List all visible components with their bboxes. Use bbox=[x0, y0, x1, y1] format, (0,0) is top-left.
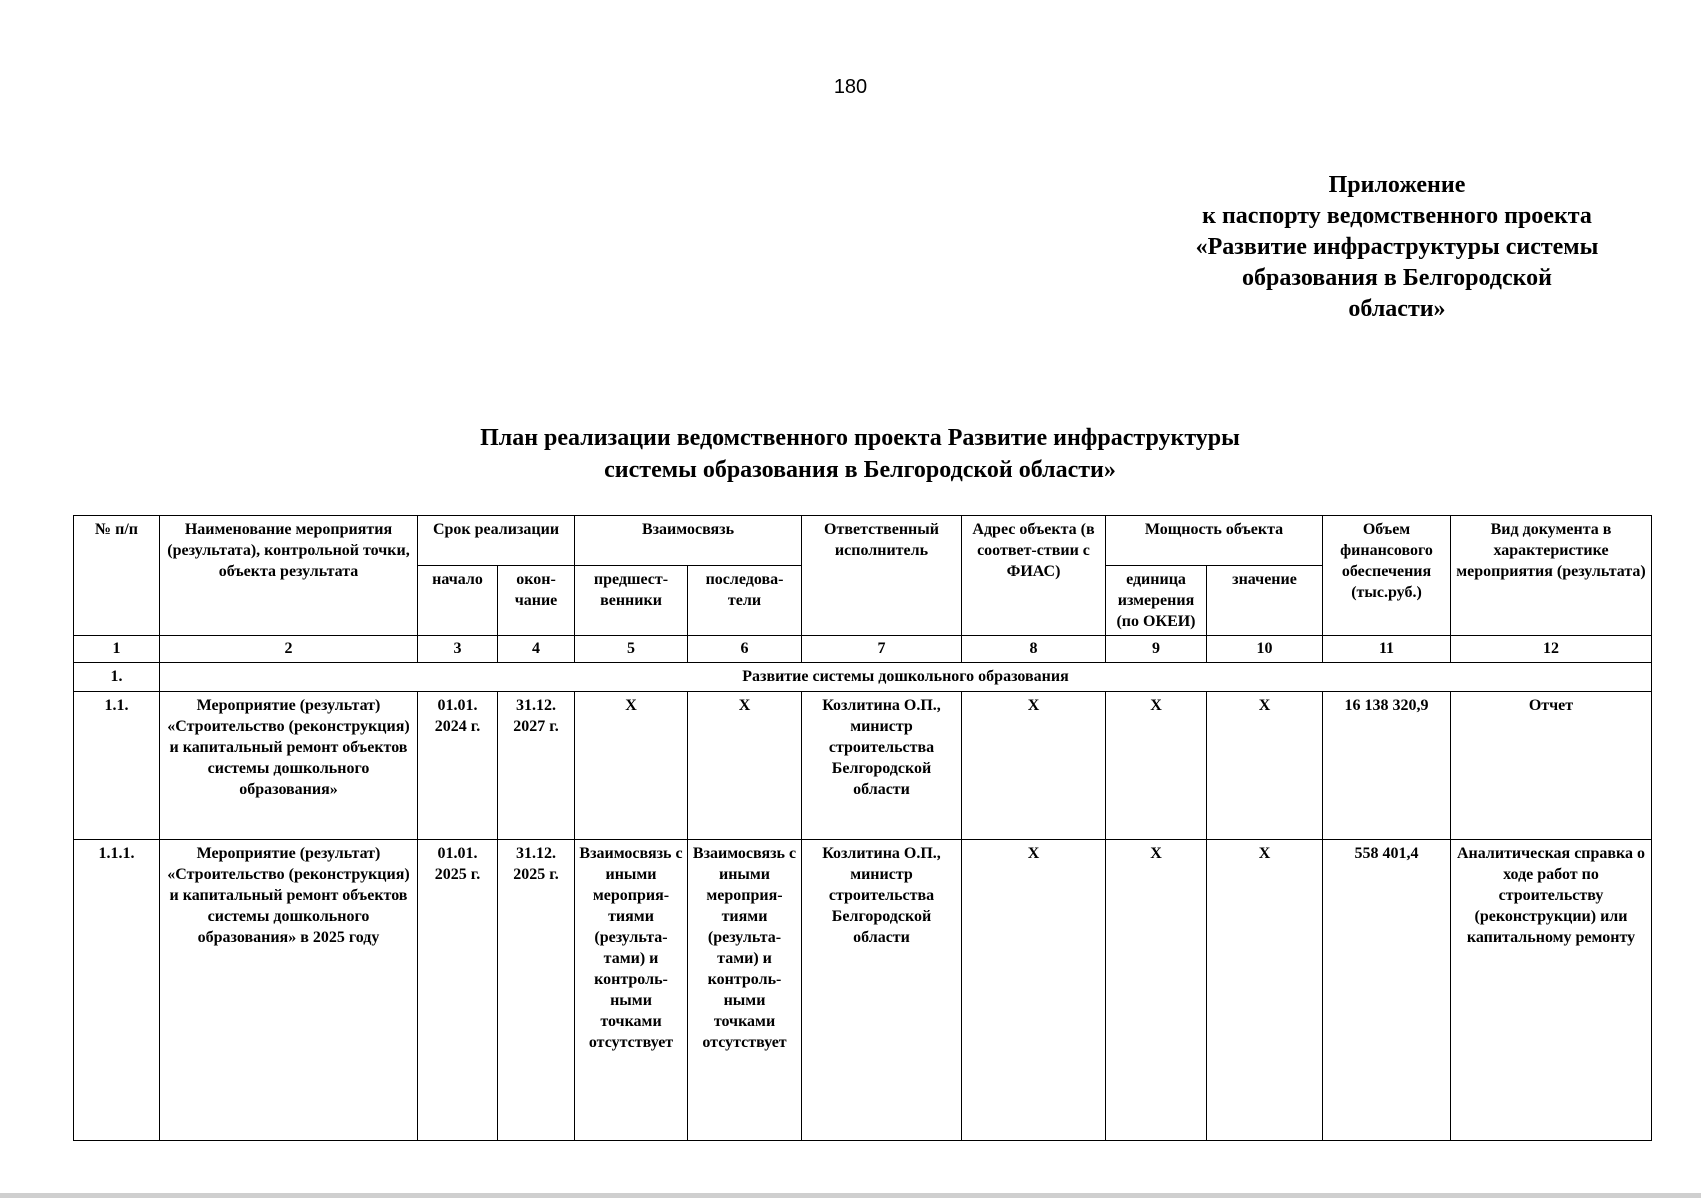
appendix-line: образования в Белгородской bbox=[1242, 265, 1552, 291]
header-term-end: окон-чание bbox=[498, 566, 575, 636]
column-number: 2 bbox=[160, 636, 418, 663]
header-funding: Объем финансового обеспечения (тыс.руб.) bbox=[1323, 516, 1451, 636]
row-funding: 558 401,4 bbox=[1323, 840, 1451, 1141]
table-row bbox=[74, 840, 1652, 1141]
header-capacity: Мощность объекта bbox=[1106, 516, 1323, 566]
section-row bbox=[74, 663, 1652, 692]
row-next: Х bbox=[688, 692, 802, 840]
row-responsible: Козлитина О.П., министр строительства Белгородской области bbox=[802, 840, 962, 1141]
row-start: 01.01. 2024 г. bbox=[418, 692, 498, 840]
header-relation: Взаимосвязь bbox=[575, 516, 802, 566]
appendix-line: «Развитие инфраструктуры системы bbox=[1195, 234, 1599, 260]
header-relation-next: последова-тели bbox=[688, 566, 802, 636]
section-num: 1. bbox=[74, 663, 160, 692]
appendix-line: области» bbox=[1348, 296, 1446, 322]
row-end: 31.12. 2027 г. bbox=[498, 692, 575, 840]
row-prev: Х bbox=[575, 692, 688, 840]
column-number: 6 bbox=[688, 636, 802, 663]
column-number: 3 bbox=[418, 636, 498, 663]
header-row bbox=[74, 516, 1652, 566]
section-title: Развитие системы дошкольного образования bbox=[160, 663, 1652, 692]
page-number: 180 bbox=[833, 76, 868, 98]
plan-title-line: системы образования в Белгородской области» bbox=[604, 457, 1116, 483]
column-number-row bbox=[74, 636, 1652, 663]
column-number: 4 bbox=[498, 636, 575, 663]
appendix-line: Приложение bbox=[1328, 172, 1466, 198]
row-funding: 16 138 320,9 bbox=[1323, 692, 1451, 840]
header-capacity-value: значение bbox=[1207, 566, 1323, 636]
row-unit: Х bbox=[1106, 692, 1207, 840]
row-num: 1.1.1. bbox=[74, 840, 160, 1141]
column-number: 7 bbox=[802, 636, 962, 663]
header-doc-type: Вид документа в характеристике мероприятия (результата) bbox=[1451, 516, 1652, 636]
column-number: 10 bbox=[1207, 636, 1323, 663]
header-num: № п/п bbox=[74, 516, 160, 636]
column-number: 12 bbox=[1451, 636, 1652, 663]
row-doc: Аналитическая справка о ходе работ по строительству (реконструкции) или капитальному ремонту bbox=[1451, 840, 1652, 1141]
row-value: Х bbox=[1207, 840, 1323, 1141]
row-name: Мероприятие (результат) «Строительство (реконструкция) и капитальный ремонт объектов системы дошкольного образования» в 2025 году bbox=[160, 840, 418, 1141]
header-address: Адрес объекта (в соответ-ствии с ФИАС) bbox=[962, 516, 1106, 636]
row-value: Х bbox=[1207, 692, 1323, 840]
header-term: Срок реализации bbox=[418, 516, 575, 566]
row-next: Взаимосвязь с иными мероприя-тиями (результа-тами) и контроль-ными точками отсутствует bbox=[688, 840, 802, 1141]
column-number: 11 bbox=[1323, 636, 1451, 663]
column-number: 5 bbox=[575, 636, 688, 663]
column-number: 9 bbox=[1106, 636, 1207, 663]
plan-title-line: План реализации ведомственного проекта Развитие инфраструктуры bbox=[480, 425, 1240, 451]
row-start: 01.01. 2025 г. bbox=[418, 840, 498, 1141]
scan-edge bbox=[0, 1193, 1701, 1198]
appendix-line: к паспорту ведомственного проекта bbox=[1202, 203, 1592, 229]
row-doc: Отчет bbox=[1451, 692, 1652, 840]
plan-table bbox=[73, 515, 1652, 1141]
header-name: Наименование мероприятия (результата), контрольной точки, объекта результата bbox=[160, 516, 418, 636]
row-unit: Х bbox=[1106, 840, 1207, 1141]
column-number: 1 bbox=[74, 636, 160, 663]
header-relation-prev: предшест-венники bbox=[575, 566, 688, 636]
row-num: 1.1. bbox=[74, 692, 160, 840]
header-term-start: начало bbox=[418, 566, 498, 636]
header-capacity-unit: единица измерения (по ОКЕИ) bbox=[1106, 566, 1207, 636]
column-number: 8 bbox=[962, 636, 1106, 663]
row-address: Х bbox=[962, 840, 1106, 1141]
appendix-block bbox=[1162, 170, 1632, 325]
row-address: Х bbox=[962, 692, 1106, 840]
plan-title bbox=[300, 422, 1420, 486]
header-responsible: Ответственный исполнитель bbox=[802, 516, 962, 636]
row-end: 31.12. 2025 г. bbox=[498, 840, 575, 1141]
row-responsible: Козлитина О.П., министр строительства Белгородской области bbox=[802, 692, 962, 840]
row-prev: Взаимосвязь с иными мероприя-тиями (результа-тами) и контроль-ными точками отсутствует bbox=[575, 840, 688, 1141]
row-name: Мероприятие (результат) «Строительство (реконструкция) и капитальный ремонт объектов системы дошкольного образования» bbox=[160, 692, 418, 840]
table-row bbox=[74, 692, 1652, 840]
